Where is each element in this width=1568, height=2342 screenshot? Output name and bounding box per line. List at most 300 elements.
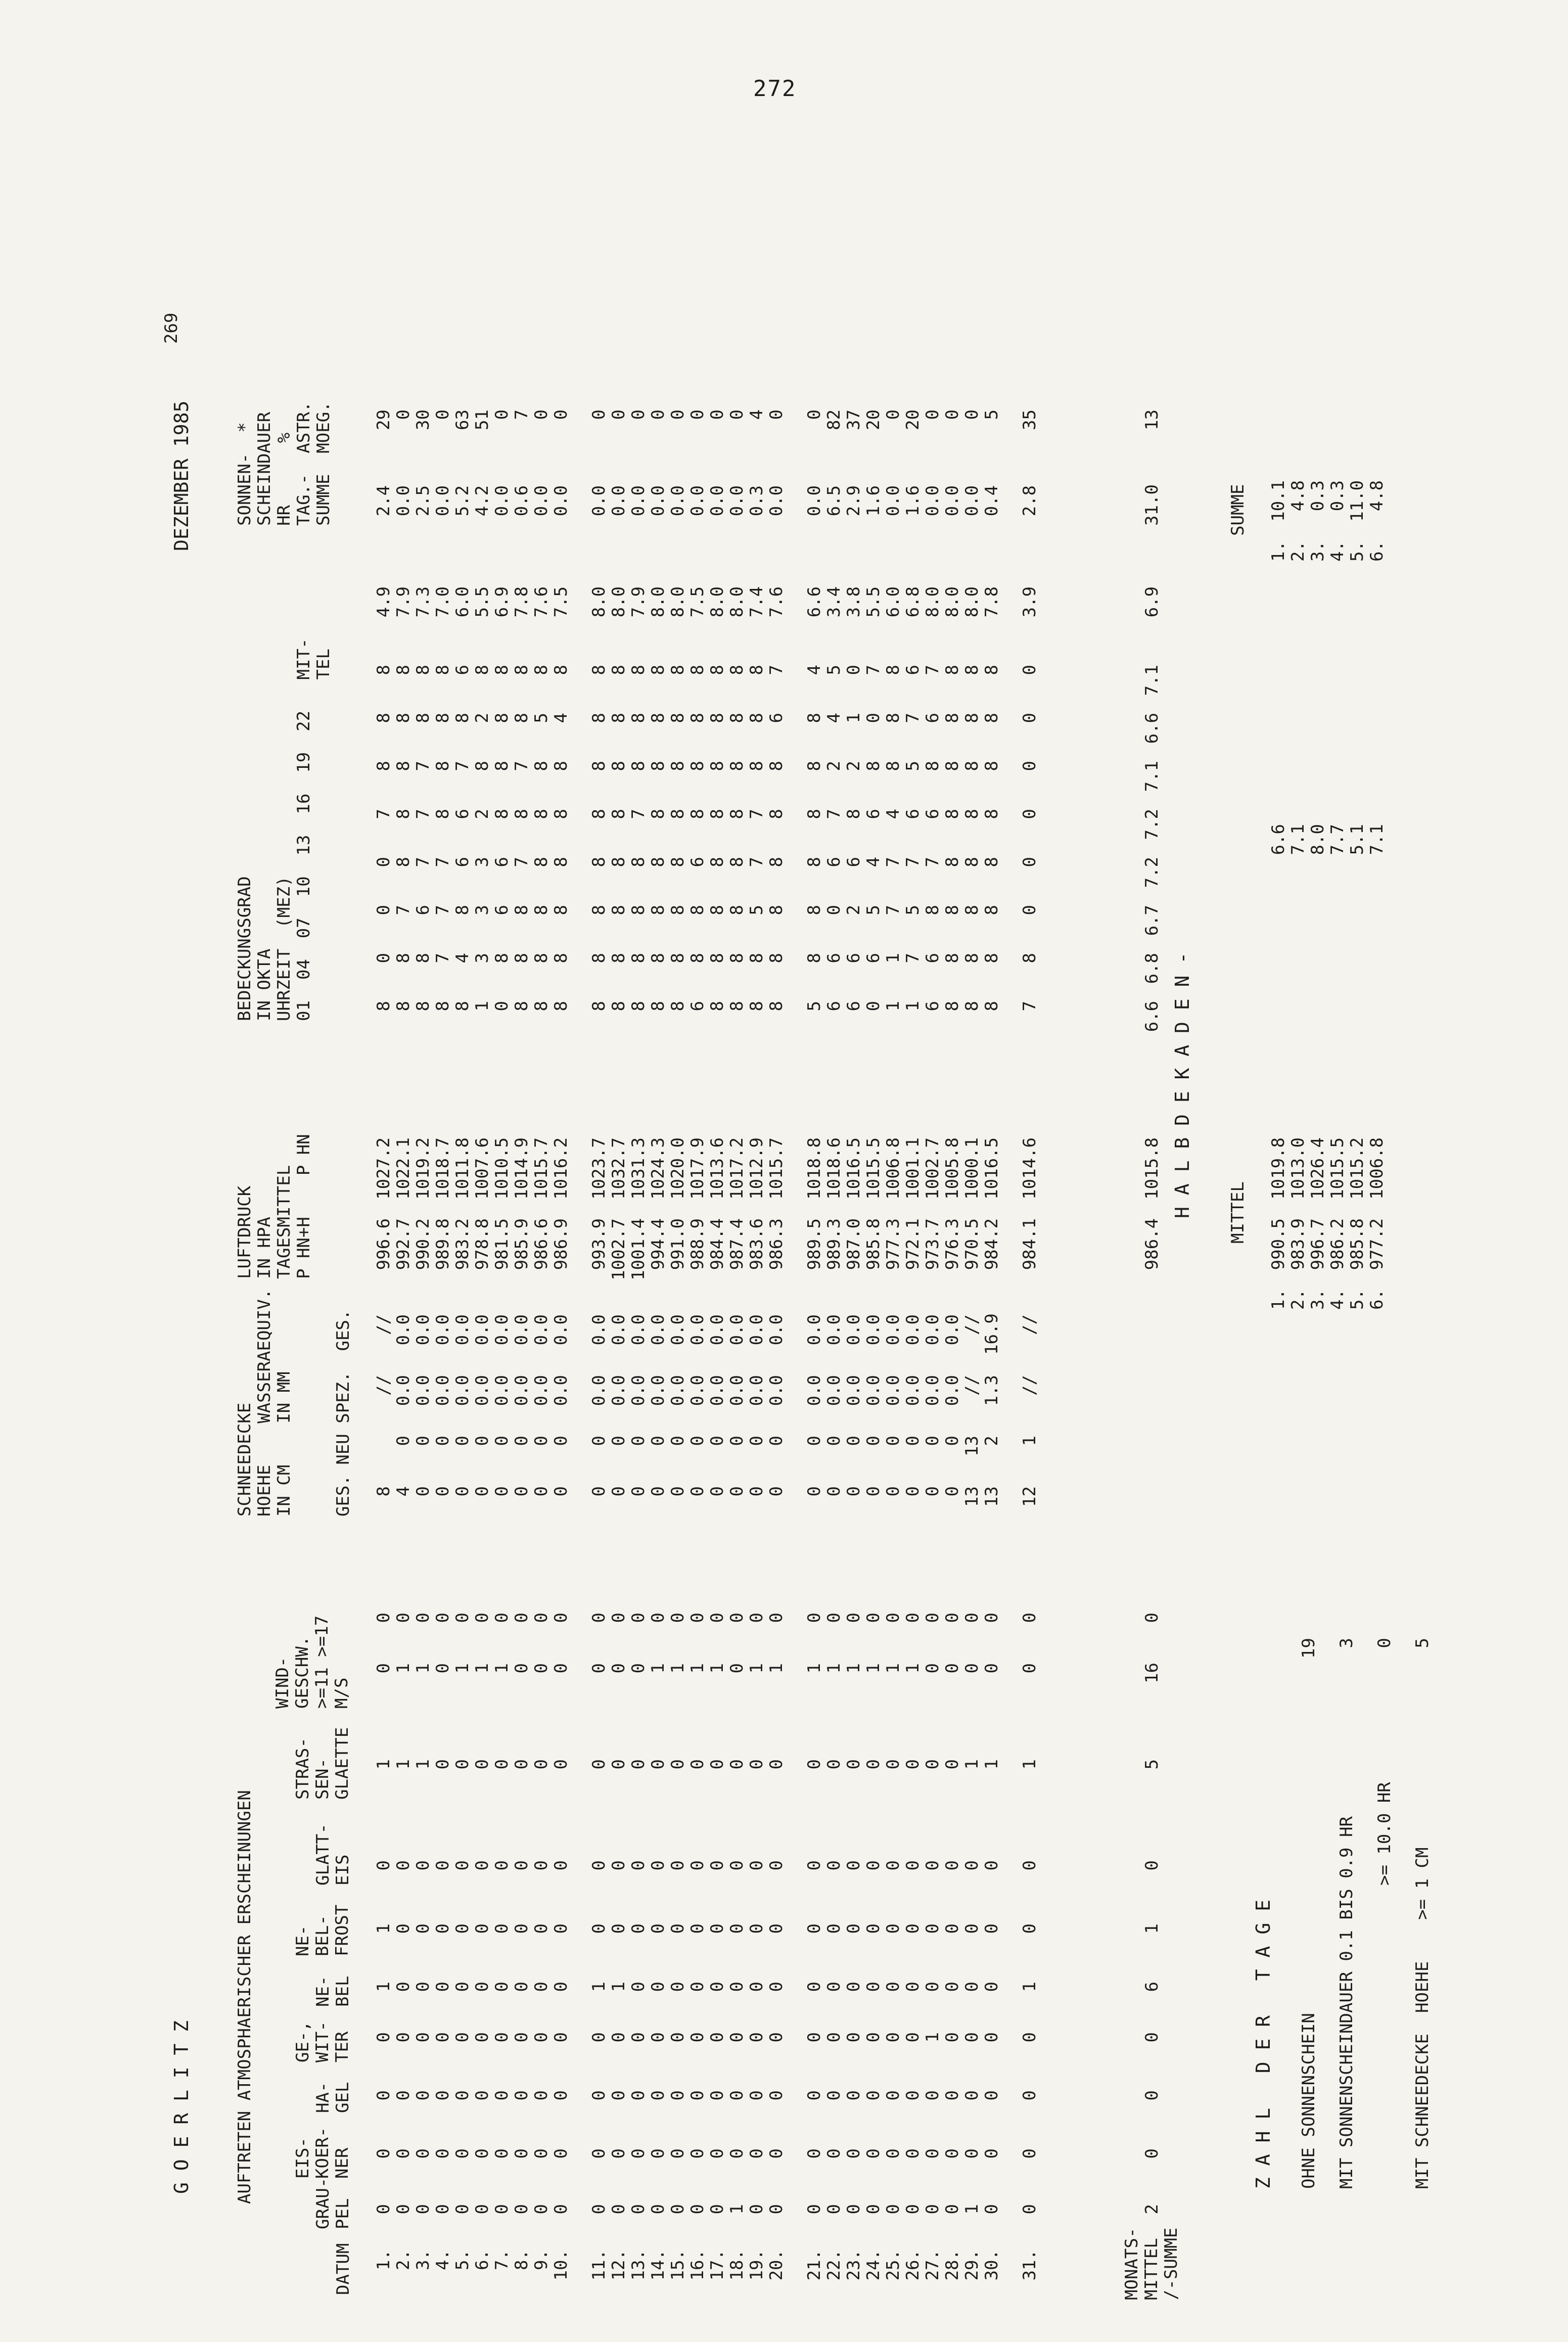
cell-ek: 0: [804, 2148, 824, 2159]
cell-w17: 0: [589, 1613, 609, 1623]
monthly-ge: 0: [1142, 2032, 1162, 2043]
cell-cloud-4: 8: [512, 809, 532, 819]
cell-cloud-3: 7: [903, 857, 923, 867]
cell-p2: 1010.5: [492, 1137, 512, 1200]
cell-cm: 7.6: [531, 586, 551, 618]
cell-pct: 0: [923, 409, 943, 420]
cell-p1: 978.8: [472, 1218, 492, 1270]
cell-ek: 0: [589, 2148, 609, 2159]
phenomena-heading: AUFTRETEN ATMOSPHAERISCHER ERSCHEINUNGEN: [235, 1790, 255, 2204]
cell-p2: 1018.8: [804, 1137, 824, 1200]
cell-p2: 1005.8: [942, 1137, 962, 1200]
cell-p1: 984.1: [1020, 1218, 1040, 1270]
days-label: MIT SCHNEEDECKE HOEHE >= 1 CM: [1412, 1847, 1433, 2189]
cell-nf: 0: [648, 1923, 668, 1934]
cell-cloud-5: 8: [374, 761, 394, 771]
cell-w11: 1: [452, 1663, 473, 1674]
cell-sneu: 1: [1020, 1436, 1040, 1446]
cell-ge: 0: [492, 2032, 512, 2043]
cell-cloud-4: 8: [433, 809, 453, 819]
cell-w17: 0: [982, 1613, 1002, 1623]
cell-ek: 0: [433, 2148, 453, 2159]
cell-wges: 16.9: [982, 1313, 1002, 1355]
cell-cloud-7: 0: [844, 665, 864, 675]
cell-gl: 0: [472, 1860, 492, 1871]
cell-ne: 0: [883, 1982, 903, 1992]
cell-ek: 0: [687, 2148, 708, 2159]
cell-sneu: 0: [766, 1436, 787, 1446]
cell-sg: 0: [648, 1759, 668, 1770]
cell-cloud-3: 3: [472, 857, 492, 867]
cell-pct: 0: [804, 409, 824, 420]
cell-w11: 0: [531, 1663, 551, 1674]
cell-p1: 988.9: [687, 1218, 708, 1270]
cell-sneu: 0: [589, 1436, 609, 1446]
cell-sg: 1: [393, 1759, 413, 1770]
cell-ha: 0: [531, 2090, 551, 2101]
cell-cloud-7: 7: [766, 665, 787, 675]
cell-cloud-7: 8: [962, 665, 982, 675]
cell-cloud-2: 6: [492, 905, 512, 915]
cell-wges: 0.0: [628, 1314, 649, 1346]
hd-p1: 983.9: [1288, 1218, 1308, 1270]
cell-ek: 0: [942, 2148, 962, 2159]
cell-cloud-1: 6: [923, 953, 943, 963]
cell-gr: 0: [903, 2204, 923, 2215]
header-snow-cols: GES. NEU SPEZ. GES.: [333, 1309, 353, 1517]
cell-wges: 0.0: [531, 1314, 551, 1346]
cell-cloud-3: 7: [512, 857, 532, 867]
cell-gr: 0: [687, 2204, 708, 2215]
cell-nf: 0: [512, 1923, 532, 1934]
cell-ne: 0: [804, 1982, 824, 1992]
cell-w17: 0: [628, 1613, 649, 1623]
cell-gl: 0: [551, 1860, 571, 1871]
cell-cloud-7: 5: [824, 665, 844, 675]
cell-spez: 0.0: [628, 1375, 649, 1406]
cell-sun: 2.4: [374, 485, 394, 517]
cell-gl: 0: [687, 1860, 708, 1871]
cell-wges: 0.0: [766, 1314, 787, 1346]
cell-d: 18.: [727, 2249, 747, 2281]
cell-w17: 0: [609, 1613, 629, 1623]
cell-sun: 1.6: [903, 485, 923, 517]
halbdekaden-summe: SUMME: [1228, 484, 1248, 536]
cell-ha: 0: [668, 2090, 688, 2101]
cell-d: 17.: [707, 2249, 727, 2281]
cell-nf: 0: [531, 1923, 551, 1934]
cell-d: 16.: [687, 2249, 708, 2281]
cell-d: 14.: [648, 2249, 668, 2281]
cell-p2: 1012.9: [747, 1137, 767, 1200]
cell-sg: 0: [492, 1759, 512, 1770]
monthly-w17: 0: [1142, 1613, 1162, 1623]
monthly-ek: 0: [1142, 2148, 1162, 2159]
cell-p1: 987.0: [844, 1218, 864, 1270]
cell-cloud-5: 8: [393, 761, 413, 771]
cell-nf: 0: [903, 1923, 923, 1934]
cell-wges: 0.0: [883, 1314, 903, 1346]
cell-cloud-7: 8: [512, 665, 532, 675]
cell-ne: 0: [393, 1982, 413, 1992]
cell-cloud-4: 8: [727, 809, 747, 819]
hd-p2: 1019.8: [1268, 1137, 1288, 1200]
cell-nf: 0: [589, 1923, 609, 1934]
cell-cloud-7: 8: [589, 665, 609, 675]
cell-wges: //: [374, 1314, 394, 1335]
cell-cloud-6: 8: [433, 713, 453, 723]
cell-nf: 0: [433, 1923, 453, 1934]
cell-cloud-2: 8: [766, 905, 787, 915]
cell-cloud-4: 7: [413, 809, 433, 819]
cell-pct: 4: [747, 409, 767, 420]
cell-ge: 0: [648, 2032, 668, 2043]
cell-gr: 0: [942, 2204, 962, 2215]
cell-gl: 0: [589, 1860, 609, 1871]
cell-wges: 0.0: [727, 1314, 747, 1346]
cell-ne: 0: [512, 1982, 532, 1992]
cell-w17: 0: [452, 1613, 473, 1623]
cell-w11: 0: [374, 1663, 394, 1674]
monthly-sg: 5: [1142, 1759, 1162, 1770]
cell-gr: 0: [668, 2204, 688, 2215]
cell-gl: 0: [707, 1860, 727, 1871]
cell-cloud-0: 8: [609, 1001, 629, 1012]
cell-pct: 0: [589, 409, 609, 420]
cell-cloud-1: 7: [433, 953, 453, 963]
cell-cloud-2: 8: [962, 905, 982, 915]
cell-sun: 4.2: [472, 485, 492, 517]
cell-cloud-7: 8: [628, 665, 649, 675]
cell-gl: 0: [433, 1860, 453, 1871]
cell-p1: 985.9: [512, 1218, 532, 1270]
cell-cm: 7.6: [766, 586, 787, 618]
cell-sges: 0: [766, 1486, 787, 1497]
cell-sges: 0: [804, 1486, 824, 1497]
cell-cloud-6: 8: [804, 713, 824, 723]
cell-spez: 0.0: [883, 1375, 903, 1406]
cell-cloud-1: 8: [707, 953, 727, 963]
cell-ha: 0: [707, 2090, 727, 2101]
cell-sun: 0.0: [766, 485, 787, 517]
hd-p2: 1013.0: [1288, 1137, 1308, 1200]
cell-ek: 0: [668, 2148, 688, 2159]
hd-num2: 5.: [1347, 541, 1367, 562]
cell-w11: 1: [472, 1663, 492, 1674]
cell-cloud-4: 8: [942, 809, 962, 819]
cell-sun: 0.0: [648, 485, 668, 517]
cell-gr: 0: [628, 2204, 649, 2215]
cell-cloud-1: 4: [452, 953, 473, 963]
cell-sun: 0.0: [433, 485, 453, 517]
cell-cloud-1: 8: [727, 953, 747, 963]
cell-cloud-7: 8: [413, 665, 433, 675]
cell-cloud-6: 0: [1020, 713, 1040, 723]
cell-d: 22.: [824, 2249, 844, 2281]
cell-w17: 0: [1020, 1613, 1040, 1623]
cell-cloud-1: 8: [747, 953, 767, 963]
cell-w11: 0: [962, 1663, 982, 1674]
cell-sges: 0: [609, 1486, 629, 1497]
cell-ne: 0: [687, 1982, 708, 1992]
cell-sg: 0: [551, 1759, 571, 1770]
cell-cloud-5: 8: [982, 761, 1002, 771]
cell-cloud-2: 6: [413, 905, 433, 915]
cell-cloud-2: 8: [942, 905, 962, 915]
cell-sges: 0: [942, 1486, 962, 1497]
cell-gr: 0: [512, 2204, 532, 2215]
cell-ne: 0: [863, 1982, 884, 1992]
cell-cloud-5: 8: [883, 761, 903, 771]
cell-sun: 0.0: [883, 485, 903, 517]
cell-cloud-5: 8: [492, 761, 512, 771]
cell-cm: 6.0: [883, 586, 903, 618]
cell-p2: 1017.9: [687, 1137, 708, 1200]
cell-gl: 0: [374, 1860, 394, 1871]
hd-p2: 1015.5: [1327, 1137, 1348, 1200]
cell-ge: 0: [844, 2032, 864, 2043]
hd-num2: 6.: [1367, 541, 1387, 562]
cell-cloud-5: 8: [747, 761, 767, 771]
cell-p1: 970.5: [962, 1218, 982, 1270]
hd-p1: 986.2: [1327, 1218, 1348, 1270]
cell-spez: 1.3: [982, 1375, 1002, 1406]
cell-w17: 0: [512, 1613, 532, 1623]
cell-ek: 0: [883, 2148, 903, 2159]
cell-ne: 0: [923, 1982, 943, 1992]
cell-sun: 2.5: [413, 485, 433, 517]
cell-w11: 0: [923, 1663, 943, 1674]
cell-spez: 0.0: [863, 1375, 884, 1406]
cell-p1: 986.6: [531, 1218, 551, 1270]
cell-cloud-0: 8: [589, 1001, 609, 1012]
cell-w11: 0: [589, 1663, 609, 1674]
cell-cloud-1: 8: [393, 953, 413, 963]
cell-ge: 0: [766, 2032, 787, 2043]
cell-cloud-1: 8: [531, 953, 551, 963]
cell-gr: 0: [766, 2204, 787, 2215]
cell-pct: 0: [648, 409, 668, 420]
cell-cloud-1: 8: [962, 953, 982, 963]
cell-gr: 0: [472, 2204, 492, 2215]
cell-p1: 989.8: [433, 1218, 453, 1270]
cell-spez: 0.0: [648, 1375, 668, 1406]
cell-w11: 1: [766, 1663, 787, 1674]
cell-cloud-6: 0: [863, 713, 884, 723]
cell-ek: 0: [551, 2148, 571, 2159]
cell-pct: 51: [472, 409, 492, 430]
cell-ne: 0: [844, 1982, 864, 1992]
cell-d: 24.: [863, 2249, 884, 2281]
cell-sun: 0.0: [393, 485, 413, 517]
monthly-cloud-3: 7.2: [1142, 857, 1162, 888]
cell-p2: 1016.5: [982, 1137, 1002, 1200]
cell-ha: 0: [433, 2090, 453, 2101]
monthly-nf: 1: [1142, 1923, 1162, 1934]
cell-cloud-4: 8: [687, 809, 708, 819]
cell-gr: 0: [863, 2204, 884, 2215]
cell-wges: 0.0: [747, 1314, 767, 1346]
cell-cloud-3: 4: [863, 857, 884, 867]
cell-cloud-1: 0: [374, 953, 394, 963]
cell-cloud-7: 8: [551, 665, 571, 675]
cell-nf: 0: [824, 1923, 844, 1934]
cell-nf: 0: [551, 1923, 571, 1934]
cell-cloud-7: 8: [747, 665, 767, 675]
cell-cloud-0: 0: [863, 1001, 884, 1012]
cell-sges: 13: [982, 1486, 1002, 1507]
cell-sg: 0: [452, 1759, 473, 1770]
cell-cloud-0: 8: [707, 1001, 727, 1012]
cell-sg: 0: [472, 1759, 492, 1770]
cell-cloud-6: 1: [844, 713, 864, 723]
cell-d: 30.: [982, 2249, 1002, 2281]
cell-spez: //: [962, 1375, 982, 1396]
days-value: 19: [1299, 1638, 1319, 1659]
cell-cm: 8.0: [962, 586, 982, 618]
cell-w17: 0: [531, 1613, 551, 1623]
cell-w17: 0: [766, 1613, 787, 1623]
cell-cloud-7: 8: [531, 665, 551, 675]
cell-ge: 0: [707, 2032, 727, 2043]
cell-cloud-7: 8: [472, 665, 492, 675]
cell-w11: 0: [551, 1663, 571, 1674]
cell-pct: 20: [863, 409, 884, 430]
cell-gl: 0: [393, 1860, 413, 1871]
hd-p1: 990.5: [1268, 1218, 1288, 1270]
cell-gr: 0: [374, 2204, 394, 2215]
cell-gr: 0: [413, 2204, 433, 2215]
cell-spez: 0.0: [492, 1375, 512, 1406]
cell-ha: 0: [452, 2090, 473, 2101]
cell-cloud-2: 7: [883, 905, 903, 915]
cell-sneu: 0: [648, 1436, 668, 1446]
cell-d: 15.: [668, 2249, 688, 2281]
cell-cloud-2: 5: [863, 905, 884, 915]
cell-w11: 1: [844, 1663, 864, 1674]
cell-d: 28.: [942, 2249, 962, 2281]
cell-sges: 0: [413, 1486, 433, 1497]
cell-cloud-3: 8: [982, 857, 1002, 867]
cell-ek: 0: [648, 2148, 668, 2159]
cell-cloud-4: 0: [1020, 809, 1040, 819]
cell-ne: 0: [531, 1982, 551, 1992]
cell-p1: 996.6: [374, 1218, 394, 1270]
hd-cloud: 5.1: [1347, 824, 1367, 855]
cell-cloud-0: 1: [903, 1001, 923, 1012]
cell-wges: 0.0: [648, 1314, 668, 1346]
cell-gr: 0: [804, 2204, 824, 2215]
cell-sun: 2.8: [1020, 485, 1040, 517]
hd-sun: 0.3: [1308, 480, 1328, 512]
cell-cloud-7: 6: [452, 665, 473, 675]
cell-cloud-5: 8: [923, 761, 943, 771]
cell-cloud-5: 8: [589, 761, 609, 771]
cell-p2: 1015.5: [863, 1137, 884, 1200]
monthly-cloud-6: 6.6: [1142, 713, 1162, 744]
header-snow: SCHNEEDECKE HOEHE WASSERAEQUIV. IN CM IN MM: [235, 1289, 294, 1517]
cell-spez: 0.0: [804, 1375, 824, 1406]
cell-gr: 0: [824, 2204, 844, 2215]
cell-nf: 0: [804, 1923, 824, 1934]
hd-num: 2.: [1288, 1289, 1308, 1310]
cell-gr: 0: [452, 2204, 473, 2215]
cell-p1: 986.9: [551, 1218, 571, 1270]
cell-cm: 7.5: [687, 586, 708, 618]
cell-p1: 983.2: [452, 1218, 473, 1270]
cell-ek: 0: [472, 2148, 492, 2159]
cell-spez: 0.0: [551, 1375, 571, 1406]
cell-cm: 3.8: [844, 586, 864, 618]
cell-gl: 0: [923, 1860, 943, 1871]
cell-sg: 1: [1020, 1759, 1040, 1770]
cell-sg: 0: [687, 1759, 708, 1770]
cell-sg: 1: [413, 1759, 433, 1770]
cell-cloud-2: 8: [648, 905, 668, 915]
cell-sg: 1: [374, 1759, 394, 1770]
hd-sun: 10.1: [1268, 480, 1288, 522]
cell-cloud-3: 8: [589, 857, 609, 867]
cell-sges: 0: [648, 1486, 668, 1497]
cell-sges: 0: [727, 1486, 747, 1497]
cell-cloud-0: 6: [824, 1001, 844, 1012]
cell-ha: 0: [747, 2090, 767, 2101]
station-name: G O E R L I T Z: [170, 2020, 193, 2194]
cell-wges: 0.0: [413, 1314, 433, 1346]
cell-cloud-5: 0: [1020, 761, 1040, 771]
cell-w17: 0: [648, 1613, 668, 1623]
cell-sg: 0: [903, 1759, 923, 1770]
monthly-ne: 6: [1142, 1982, 1162, 1992]
cell-cm: 7.3: [413, 586, 433, 618]
cell-nf: 0: [393, 1923, 413, 1934]
cell-d: 8.: [512, 2249, 532, 2270]
cell-gl: 0: [512, 1860, 532, 1871]
cell-ha: 0: [942, 2090, 962, 2101]
cell-w11: 0: [433, 1663, 453, 1674]
cell-pct: 0: [531, 409, 551, 420]
cell-nf: 0: [727, 1923, 747, 1934]
cell-cloud-6: 8: [492, 713, 512, 723]
cell-w17: 0: [962, 1613, 982, 1623]
cell-d: 20.: [766, 2249, 787, 2281]
cell-pct: 0: [962, 409, 982, 420]
header-nebelfrost: NE- BEL- FROST: [293, 1904, 352, 1956]
cell-nf: 0: [492, 1923, 512, 1934]
cell-spez: 0.0: [472, 1375, 492, 1406]
cell-w11: 0: [628, 1663, 649, 1674]
cell-cloud-2: 0: [1020, 905, 1040, 915]
cell-pct: 37: [844, 409, 864, 430]
cell-p1: 1001.4: [628, 1218, 649, 1280]
cell-cloud-5: 8: [942, 761, 962, 771]
cell-ge: 0: [512, 2032, 532, 2043]
cell-ge: 0: [609, 2032, 629, 2043]
cell-sg: 0: [804, 1759, 824, 1770]
cell-ge: 0: [374, 2032, 394, 2043]
cell-cloud-2: 8: [804, 905, 824, 915]
cell-spez: 0.0: [707, 1375, 727, 1406]
cell-cloud-6: 8: [589, 713, 609, 723]
cell-ha: 0: [903, 2090, 923, 2101]
monthly-pct: 13: [1142, 409, 1162, 430]
cell-ha: 0: [883, 2090, 903, 2101]
cell-cloud-0: 8: [531, 1001, 551, 1012]
cell-cloud-3: 0: [374, 857, 394, 867]
cell-p2: 1015.7: [531, 1137, 551, 1200]
cell-ne: 0: [982, 1982, 1002, 1992]
monthly-w11: 16: [1142, 1663, 1162, 1683]
